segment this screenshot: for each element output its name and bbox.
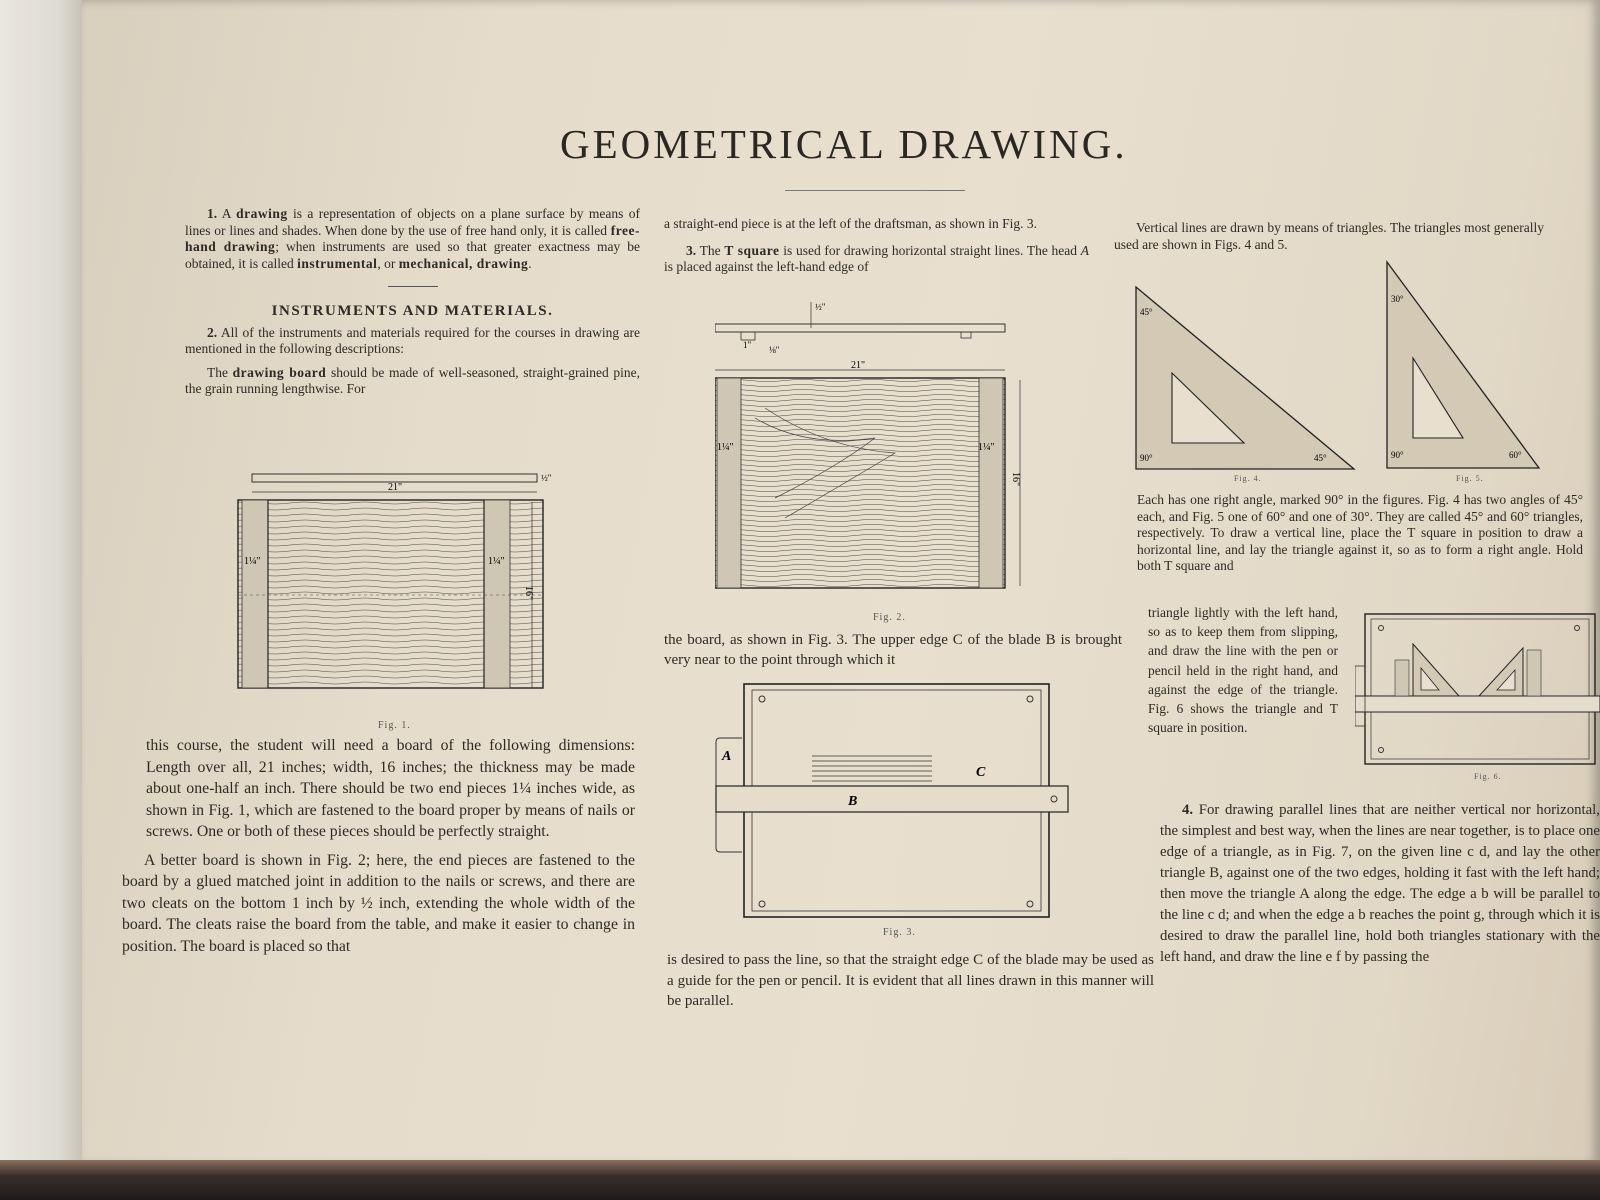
figure-5-caption: Fig. 5. [1456,474,1484,483]
figure-3-caption: Fig. 3. [883,927,916,938]
term-free-hand-drawing: free-hand drawing [185,222,640,254]
fig1-dim-width: 16" [523,586,534,601]
text-run: The [207,364,233,380]
column-3-top [1114,220,1544,260]
fig3-label-c: C [976,765,986,780]
paragraph-number: 4. [1182,802,1194,818]
section-heading: INSTRUMENTS AND MATERIALS. [271,303,554,319]
fig2-dim-cleat-3: ⅛" [769,345,780,355]
paragraph-3 [185,365,640,398]
term-drawing: drawing [236,206,288,221]
fig5-angle-right: 60° [1509,450,1522,460]
column-2-bottom [667,950,1154,1019]
text-run: is placed against the left-hand edge of [664,259,869,274]
paragraph-1 [185,206,640,272]
paragraph-col2-1: a straight-end piece is at the left of the draftsman, as shown in Fig. 3. [664,216,1038,231]
paragraph-col3-3: triangle lightly with the left hand, so as to keep them from slipping, and draw the line with the pen or pencil held in the right hand, and against the edge of the triangle. Fig. 6 shows the triangle and T square in position. [1148,605,1338,736]
column-3-bottom [1160,800,1600,1000]
figure-6-triangle-and-t-square [1355,610,1600,768]
figure-5-60-triangle [1383,258,1543,472]
column-2-top [664,216,1089,283]
paragraph-col2-2 [664,243,1089,276]
fig2-dim-cleat-1: ½" [815,302,826,312]
text-run: should be made of well-seasoned, straight-grained pine, the grain running lengthwise. For [185,364,640,397]
figure-2-caption: Fig. 2. [873,612,906,623]
column-3-middle [1137,492,1583,582]
figure-4-caption: Fig. 4. [1234,474,1262,483]
fig2-dim-width: 16" [1010,472,1021,487]
paragraph-col2-4: is desired to pass the line, so that the straight edge C of the blade may be used as a guide for the pen or pencil. It is evident that all lines drawn in this manner will be parallel. [667,952,1154,1009]
fig2-dim-end-right: 1¼" [978,442,995,453]
column-1-top [185,206,640,405]
fig3-label-a: A [722,749,732,764]
column-3-wrap [1148,603,1338,744]
text-run: ; when instruments are used so that greater exactness may be obtained, it is called [185,239,640,271]
figure-4-45-triangle [1132,283,1357,473]
fig1-dim-length: 21" [388,482,403,493]
fig2-dim-end-left: 1¼" [717,442,734,453]
fig1-dim-end-left: 1¼" [244,556,261,567]
facing-page [0,0,95,1200]
fig1-dim-end-right: 1¼" [488,556,505,567]
fig5-angle-left: 90° [1391,450,1404,460]
title-rule [785,190,965,191]
section-rule [388,286,438,287]
term-instrumental: instrumental [297,255,378,271]
text-run: All of the instruments and materials required for the courses in drawing are mentioned in the following descriptions: [185,324,640,357]
column-1-bottom [122,735,635,964]
paragraph-2 [185,325,640,358]
text-run: . [528,255,532,271]
text-run: , or [377,255,399,271]
label-a: A [1080,242,1089,258]
paragraph-col3-4 [1160,800,1600,968]
figure-1-drawing-board [230,470,570,710]
figure-6-caption: Fig. 6. [1474,772,1502,781]
fig2-dim-cleat-2: 1" [743,340,752,350]
paragraph-4: this course, the student will need a board of the following dimensions: Length over all, 21 inches; width, 16 inches; the thickness may be made about one-half an inch. There should be two end pieces 1¼ inches wide, as shown in Fig. 1, which are fastened to the board proper by means of nails or screws. One or both of these pieces should be perfectly straight. [146,737,635,840]
fig2-dim-length: 21" [851,360,866,371]
book-cover-edge [0,1160,1600,1200]
paragraph-number: 3. [686,242,697,258]
fig4-angle-left: 90° [1140,453,1153,463]
text-run: is a representation of objects on a plane surface by means of lines or lines and shades. When done by the use of free hand only, it is called [185,206,640,238]
figure-1-caption: Fig. 1. [378,720,411,731]
paragraph-col3-1: Vertical lines are drawn by means of triangles. The triangles most generally used are shown in Figs. 4 and 5. [1114,220,1544,252]
page-title: GEOMETRICAL DRAWING. [560,121,1128,167]
paragraph-number: 1. [207,206,218,221]
fig4-angle-right: 45° [1314,453,1327,463]
fig1-dim-thickness: ½" [541,473,552,483]
text-run: For drawing parallel lines that are neither vertical nor horizontal, the simplest and best way, when the lines are near together, is to place one edge of a triangle, as in Fig. 7, on the given line c d, and lay the other triangle B, against one of the two edges, holding it fast with the left hand; then move the triangle A along the edge. The edge a b will be parallel to the line c d; and when the edge a b reaches the point g, through which it is desired to draw the parallel line, hold both triangles stationary with the left hand, and draw the line e f by passing the [1160,802,1600,965]
fig4-angle-top: 45° [1140,307,1153,317]
paragraph-col2-3: the board, as shown in Fig. 3. The upper edge C of the blade B is brought very near to the point through which it [664,632,1122,668]
text-run: The [699,242,725,258]
paragraph-number: 2. [207,324,218,340]
text-run: A [221,206,237,221]
figure-3-t-square-on-board [712,680,1092,920]
term-drawing-board: drawing board [232,364,327,380]
paragraph-5: A better board is shown in Fig. 2; here, the end pieces are fastened to the board by a glued matched joint in addition to the nails or screws, and there are two cleats on the bottom 1 inch by ½ inch, extending the whole width of the board. The cleats raise the board from the table, and make it easier to change in position. The board is placed so that [122,851,635,955]
figure-2-drawing-board [715,298,1055,608]
fig5-angle-top: 30° [1391,294,1404,304]
column-2-middle [664,630,1122,677]
fig3-label-b: B [848,794,858,809]
term-mechanical-drawing: mechanical, drawing [398,255,529,271]
paragraph-col3-2: Each has one right angle, marked 90° in the figures. Fig. 4 has two angles of 45° each, and Fig. 5 one of 60° and one of 30°. They are called 45° and 60° triangles, respectively. To draw a vertical line, place the T square in position to draw a horizontal line, and lay the triangle against it, so as to form a right angle. Hold both T square and [1137,492,1583,573]
term-t-square: T square [724,242,780,258]
text-run: is used for drawing horizontal straight lines. The head [779,242,1081,258]
